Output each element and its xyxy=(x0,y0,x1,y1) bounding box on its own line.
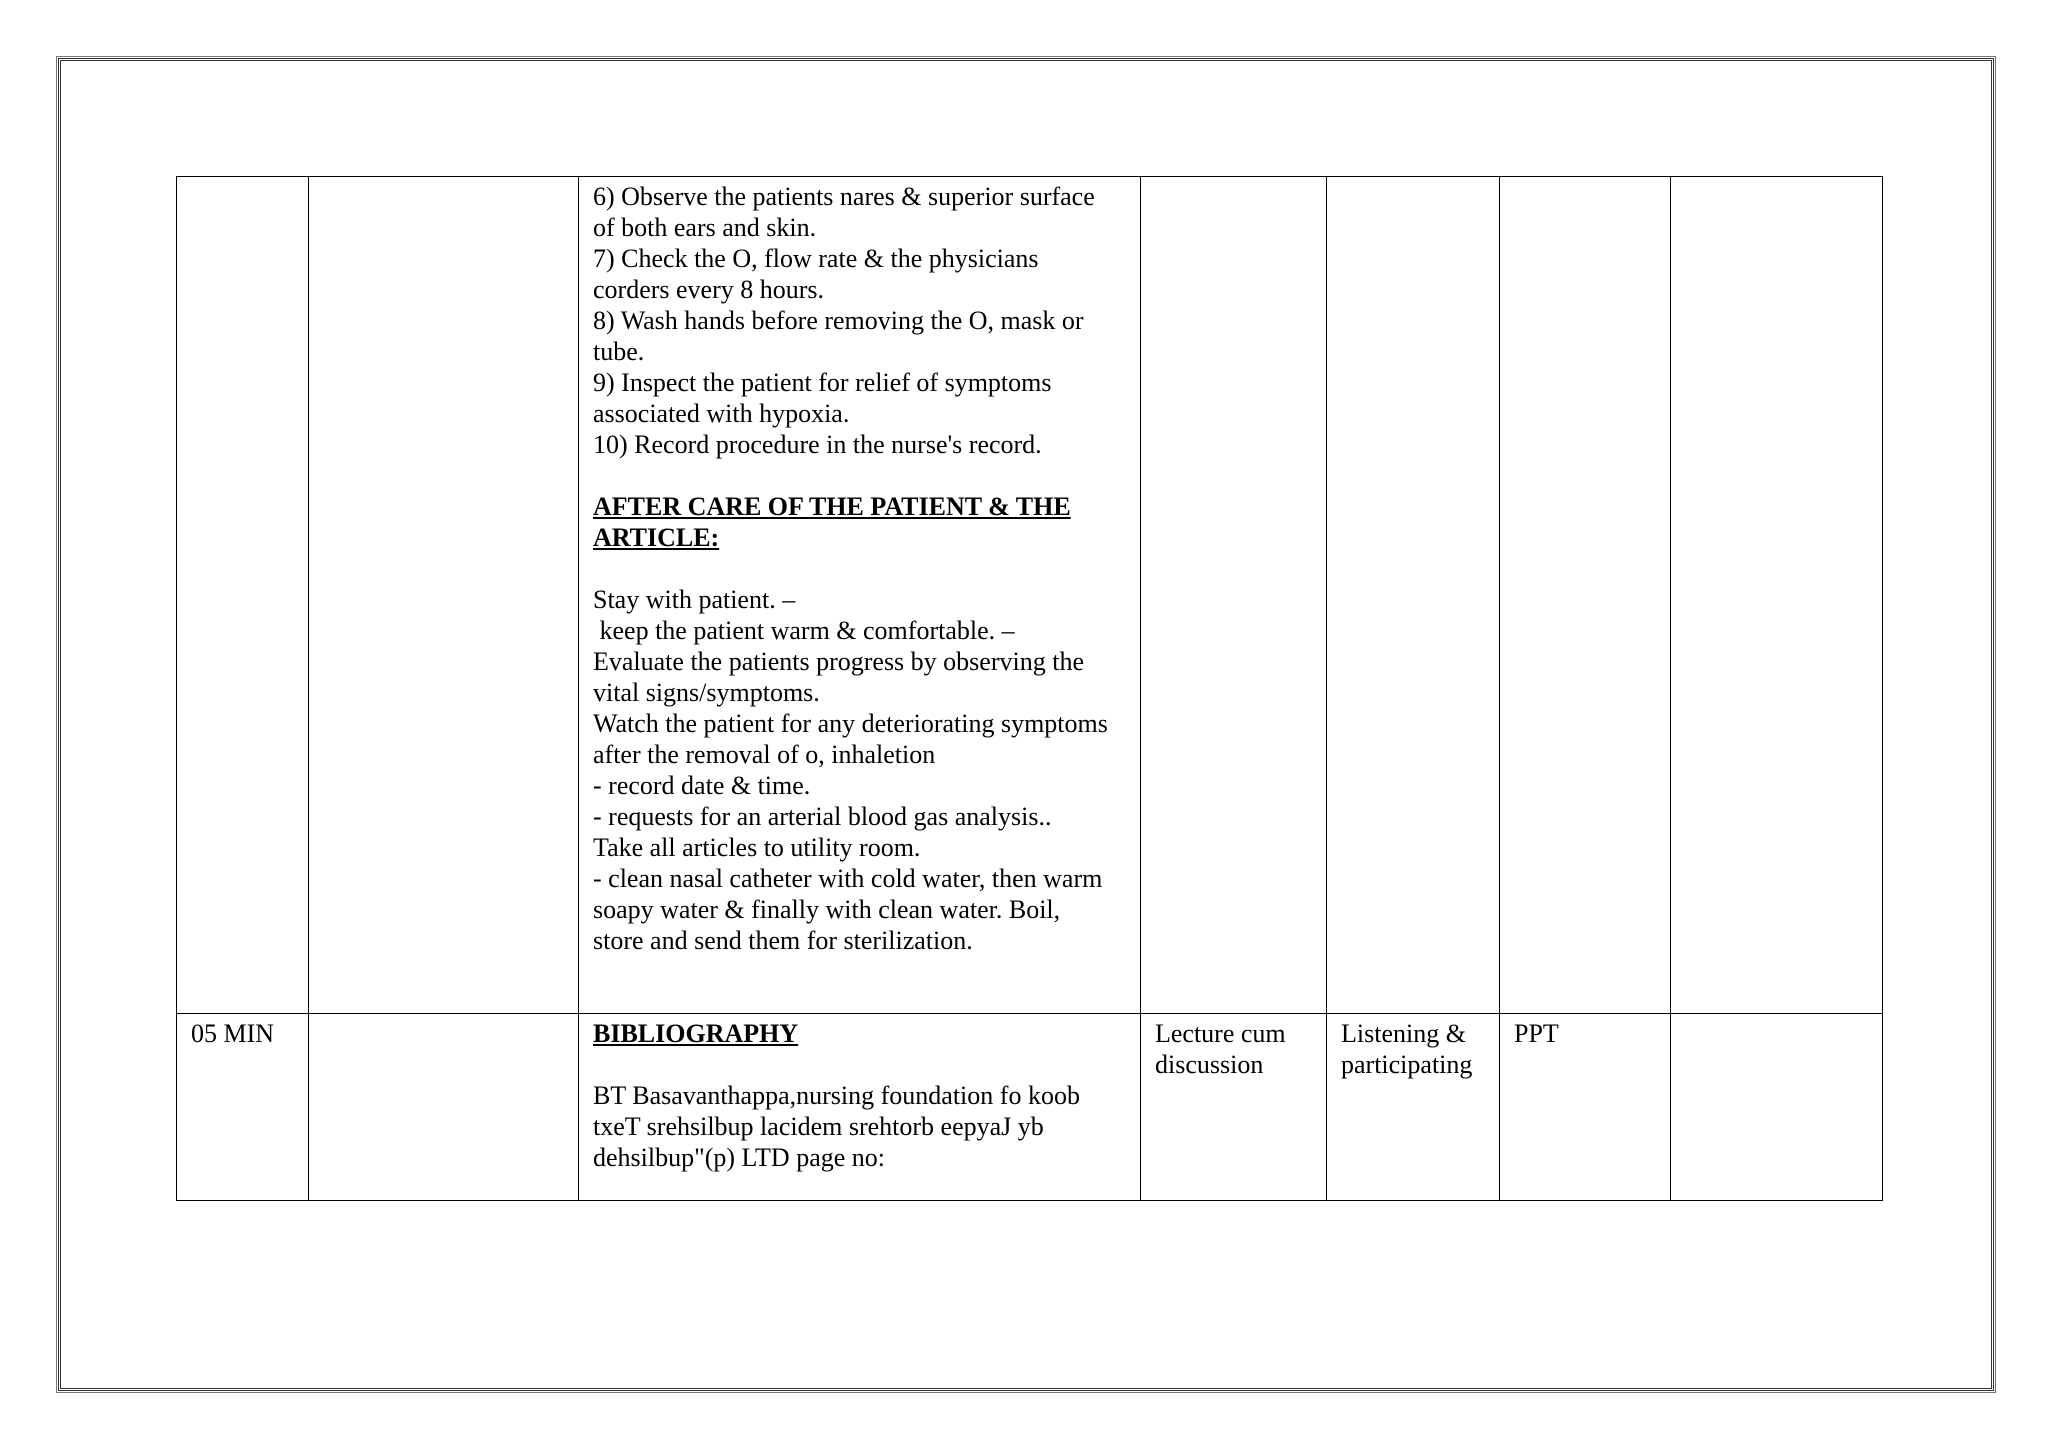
learning-activity-cell xyxy=(1327,177,1500,1014)
evaluation-cell xyxy=(1671,177,1883,1014)
time-cell xyxy=(177,177,309,1014)
aftercare-heading: AFTER CARE OF THE PATIENT & THE xyxy=(593,492,1071,521)
bibliography-heading: BIBLIOGRAPHY xyxy=(593,1019,799,1048)
spacer xyxy=(593,553,1126,584)
content-line: 6) Observe the patients nares & superior surface xyxy=(593,182,1095,211)
content-line: corders every 8 hours. xyxy=(593,275,825,304)
aftercare-heading: ARTICLE: xyxy=(593,523,720,552)
objective-cell xyxy=(309,1014,579,1201)
evaluation-cell xyxy=(1671,1014,1883,1201)
content-line: tube. xyxy=(593,337,645,366)
aftercare-line: keep the patient warm & comfortable. – xyxy=(593,616,1015,645)
aftercare-line: store and send them for sterilization. xyxy=(593,926,973,955)
bibliography-line: txeT srehsilbup lacidem srehtorb eepyaJ yb xyxy=(593,1112,1044,1141)
lesson-plan-table xyxy=(176,176,1883,1201)
content-line: 10) Record procedure in the nurse's record. xyxy=(593,430,1042,459)
time-cell: 05 MIN xyxy=(177,1014,309,1201)
teaching-activity-cell xyxy=(1141,1014,1327,1201)
content-line: 9) Inspect the patient for relief of symptoms xyxy=(593,368,1052,397)
learning-activity-cell xyxy=(1327,1014,1500,1201)
content-line: 7) Check the O, flow rate & the physicians xyxy=(593,244,1039,273)
spacer xyxy=(593,1049,1126,1080)
objective-cell xyxy=(309,177,579,1014)
spacer xyxy=(593,460,1126,491)
aftercare-line: Evaluate the patients progress by observing the xyxy=(593,647,1084,676)
aftercare-line: - record date & time. xyxy=(593,771,811,800)
content-line: of both ears and skin. xyxy=(593,213,817,242)
teaching-activity-line: discussion xyxy=(1155,1050,1264,1079)
teaching-activity-line: Lecture cum xyxy=(1155,1019,1286,1048)
teaching-activity-cell xyxy=(1141,177,1327,1014)
content-cell xyxy=(579,177,1141,1014)
aftercare-line: Stay with patient. – xyxy=(593,585,796,614)
content-line: 8) Wash hands before removing the O, mask or xyxy=(593,306,1084,335)
aftercare-line: Watch the patient for any deteriorating symptoms xyxy=(593,709,1108,738)
av-aids-cell xyxy=(1500,177,1671,1014)
bibliography-line: dehsilbup"(p) LTD page no: xyxy=(593,1143,885,1172)
learning-activity-line: Listening & xyxy=(1341,1019,1466,1048)
content-line: associated with hypoxia. xyxy=(593,399,850,428)
aftercare-line: soapy water & finally with clean water. Boil, xyxy=(593,895,1061,924)
bibliography-line: BT Basavanthappa,nursing foundation fo koob xyxy=(593,1081,1080,1110)
aftercare-line: - requests for an arterial blood gas analysis.. xyxy=(593,802,1052,831)
aftercare-line: after the removal of o, inhaletion xyxy=(593,740,936,769)
table-row xyxy=(177,1014,1883,1201)
aftercare-line: - clean nasal catheter with cold water, then warm xyxy=(593,864,1103,893)
learning-activity-line: participating xyxy=(1341,1050,1473,1079)
content-cell xyxy=(579,1014,1141,1201)
table-row xyxy=(177,177,1883,1014)
av-aids-cell: PPT xyxy=(1500,1014,1671,1201)
aftercare-line: Take all articles to utility room. xyxy=(593,833,921,862)
aftercare-line: vital signs/symptoms. xyxy=(593,678,820,707)
